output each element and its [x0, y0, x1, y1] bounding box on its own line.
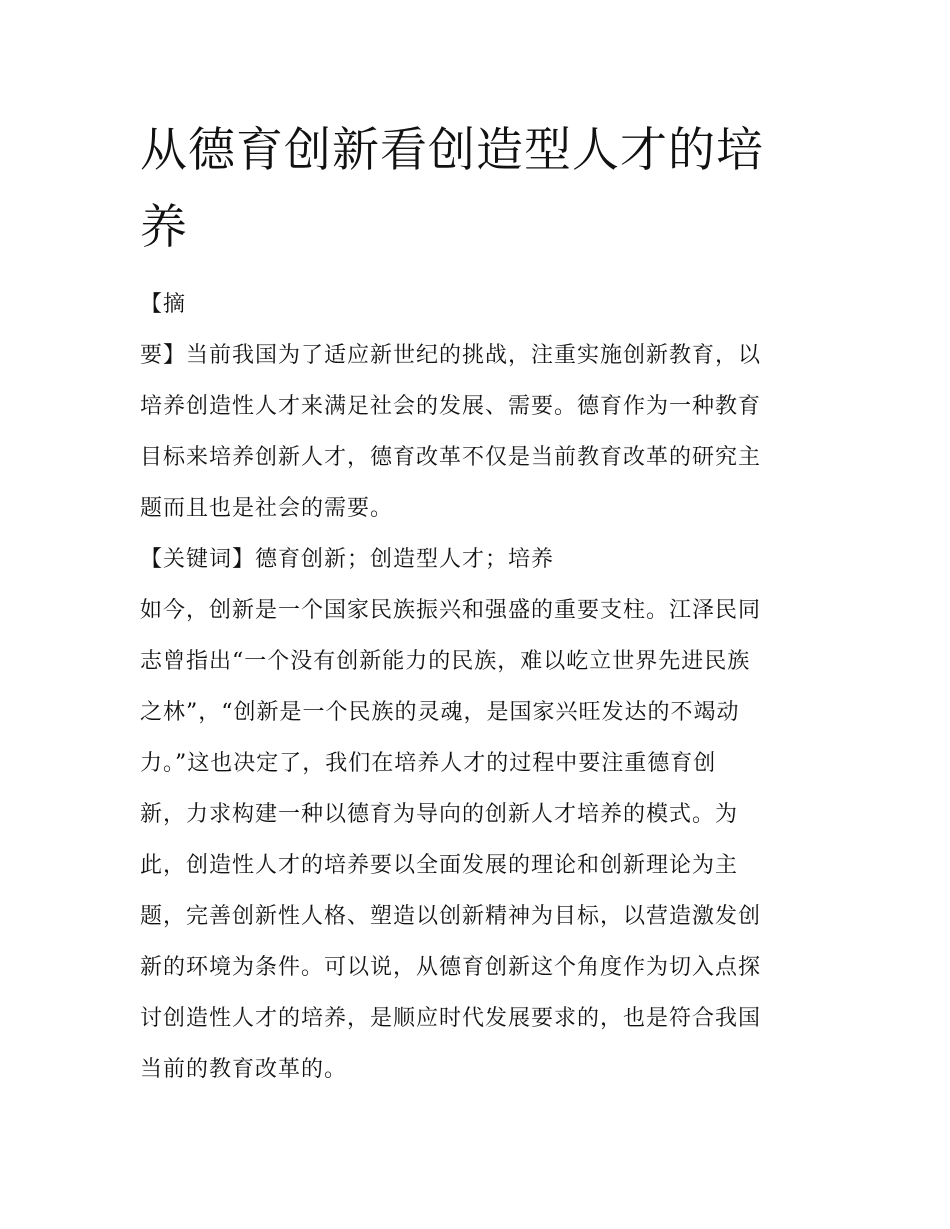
abstract-line: 培养创造性人才来满足社会的发展、需要。德育作为一种教育 [140, 394, 762, 419]
abstract-line: 目标来培养创新人才，德育改革不仅是当前教育改革的研究主 [140, 445, 762, 470]
body-paragraph [140, 585, 830, 1095]
paragraph-line: 之林”，“创新是一个民族的灵魂，是国家兴旺发达的不竭动 [140, 700, 740, 725]
paragraph-line: 新的环境为条件。可以说，从德育创新这个角度作为切入点探 [140, 955, 762, 980]
abstract-line: 【摘 [140, 292, 187, 317]
paragraph-line: 此，创造性人才的培养要以全面发展的理论和创新理论为主 [140, 853, 739, 878]
paragraph-line: 如今，创新是一个国家民族振兴和强盛的重要支柱。江泽民同 [140, 598, 762, 623]
abstract [140, 279, 830, 534]
paragraph-line: 新，力求构建一种以德育为导向的创新人才培养的模式。为 [140, 802, 739, 827]
keywords: 【关键词】德育创新；创造型人才；培养 [140, 547, 555, 572]
paragraph-line: 力。”这也决定了，我们在培养人才的过程中要注重德育创 [140, 751, 717, 776]
document-body [140, 279, 830, 1095]
paragraph-line: 当前的教育改革的。 [140, 1057, 348, 1082]
abstract-line: 题而且也是社会的需要。 [140, 496, 394, 521]
title-line: 从德育创新看创造型人才的培 [140, 123, 764, 178]
paragraph-line: 志曾指出“一个没有创新能力的民族，难以屹立世界先进民族 [140, 649, 751, 674]
paragraph-line: 讨创造性人才的培养，是顺应时代发展要求的，也是符合我国 [140, 1006, 762, 1031]
paragraph-line: 题，完善创新性人格、塑造以创新精神为目标，以营造激发创 [140, 904, 762, 929]
abstract-line: 要】当前我国为了适应新世纪的挑战，注重实施创新教育，以 [140, 343, 762, 368]
title-line: 养 [140, 200, 188, 255]
document-title [140, 112, 820, 266]
